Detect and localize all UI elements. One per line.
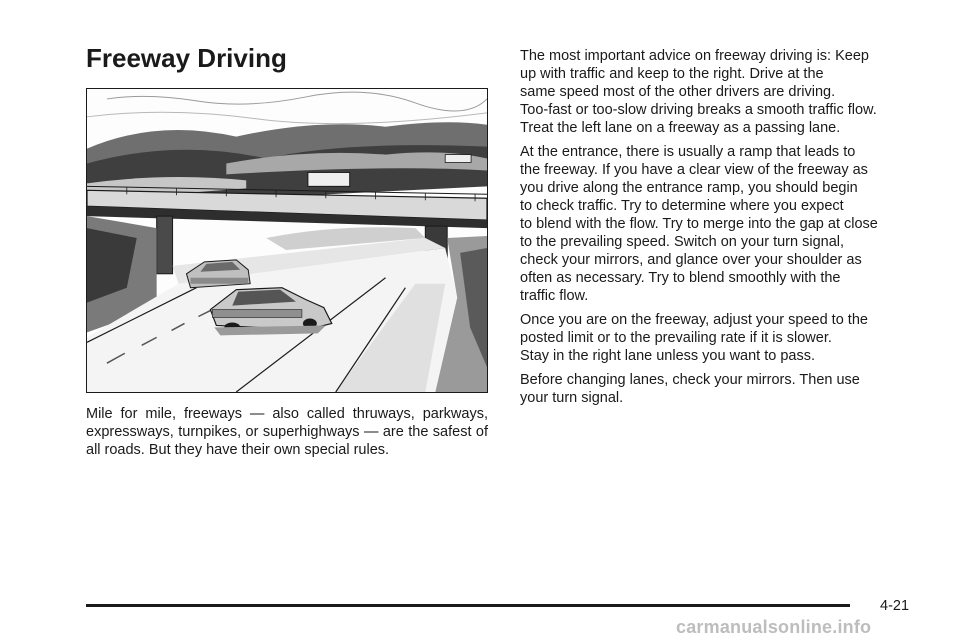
paragraph-adjust-speed: Once you are on the freeway, adjust your speed to the posted limit or to the prevailing rate if it is slower. Stay in the right lane unless you want to pass.	[520, 312, 868, 364]
page-title: Freeway Driving	[86, 43, 287, 73]
freeway-overpass-drawing	[87, 89, 487, 392]
watermark: carmanualsonline.info	[676, 617, 872, 637]
body-text	[520, 47, 930, 413]
paragraph-changing-lanes: Before changing lanes, check your mirrors. Then use your turn signal.	[520, 372, 860, 406]
intro-caption: Mile for mile, freeways — also called thruways, parkways, expressways, turnpikes, or superhighways — are the safest of all roads. But they have their own special rules.	[86, 406, 488, 458]
freeway-illustration	[86, 88, 488, 393]
paragraph-entrance-ramp: At the entrance, there is usually a ramp that leads to the freeway. If you have a clear view of the freeway as you drive along the entrance ramp, you should begin to check traffic. Try to determine where you expect to blend with the flow. Try to merge into the gap at close to the prevailing speed. Switch on your turn signal, check your mirrors, and glance over your shoulder as often as necessary. Try to blend smoothly with the traffic flow.	[520, 144, 878, 304]
page-number: 4-21	[880, 598, 910, 614]
footer-rule	[86, 604, 850, 607]
paragraph-keep-right: The most important advice on freeway driving is: Keep up with traffic and keep to the right. Drive at the same speed most of the other drivers are driving. Too-fast or too-slow driving breaks a smooth traffic flow. Treat the left lane on a freeway as a passing lane.	[520, 48, 877, 136]
